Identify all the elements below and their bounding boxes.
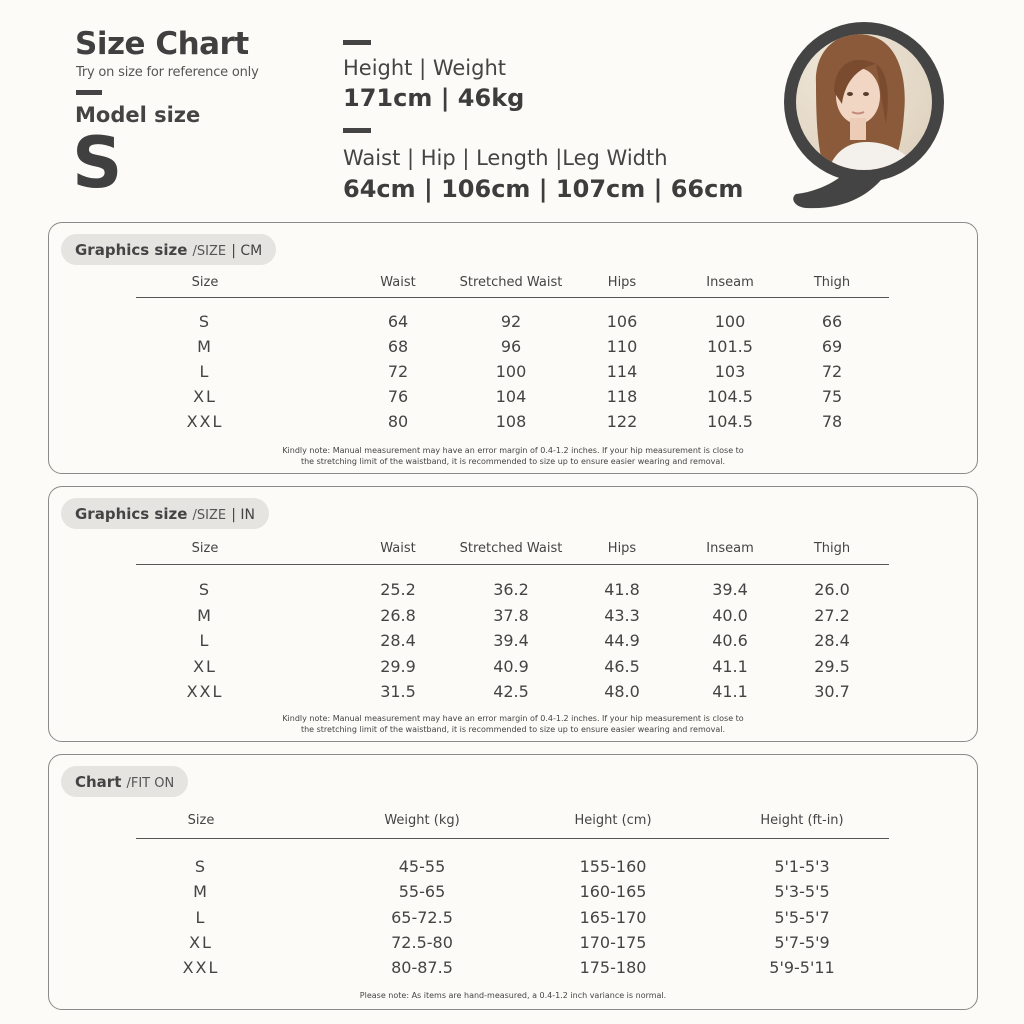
tag-subtitle: /SIZE bbox=[192, 508, 227, 523]
column-header: Height (ft-in) bbox=[760, 813, 844, 828]
size-chart-cm-panel bbox=[48, 222, 978, 474]
table-cell: 5'9-5'11 bbox=[769, 958, 835, 978]
column-header: Hips bbox=[607, 275, 637, 290]
column-header: Inseam bbox=[706, 541, 754, 556]
table-cell: 48.0 bbox=[604, 682, 640, 701]
model-size-label: Model size bbox=[75, 103, 201, 127]
table-cell: 118 bbox=[606, 387, 638, 406]
table-cell: 5'1-5'3 bbox=[774, 857, 830, 876]
table-cell: 160-165 bbox=[579, 882, 647, 902]
fit-table-tag bbox=[61, 766, 188, 797]
table-cell: 39.4 bbox=[712, 580, 748, 599]
table-divider bbox=[136, 564, 889, 565]
column-header: Stretched Waist bbox=[459, 541, 563, 556]
divider-dash bbox=[343, 40, 371, 45]
table-cell: 122 bbox=[606, 412, 638, 431]
measurements-value: 64cm | 106cm | 107cm | 66cm bbox=[343, 175, 744, 203]
row-size-label: M bbox=[193, 882, 209, 902]
in-note-line-2: the stretching limit of the waistband, it is recommended to size up to ensure easier wearing and removal. bbox=[300, 725, 726, 734]
table-cell: 30.7 bbox=[814, 682, 850, 701]
table-cell: 155-160 bbox=[579, 857, 647, 876]
row-size-label: XXL bbox=[186, 412, 224, 431]
in-table-tag bbox=[61, 498, 269, 529]
table-cell: 170-175 bbox=[579, 932, 647, 952]
tag-unit: | CM bbox=[231, 243, 263, 259]
fit-on-chart-panel bbox=[48, 754, 978, 1010]
table-divider bbox=[136, 297, 889, 298]
divider-dash bbox=[76, 90, 102, 95]
column-header: Size bbox=[191, 275, 219, 290]
table-cell: 43.3 bbox=[604, 605, 640, 625]
table-cell: 41.1 bbox=[712, 656, 748, 676]
table-cell: 64 bbox=[387, 312, 409, 331]
column-header: Inseam bbox=[706, 275, 754, 290]
measurements-label: Waist | Hip | Length |Leg Width bbox=[343, 146, 668, 170]
table-cell: 80-87.5 bbox=[391, 958, 453, 978]
row-size-label: S bbox=[194, 857, 208, 876]
table-cell: 104.5 bbox=[707, 412, 753, 431]
row-size-label: XL bbox=[189, 932, 213, 952]
table-cell: 92 bbox=[500, 312, 522, 331]
table-cell: 29.5 bbox=[814, 656, 850, 676]
tag-title: Graphics size bbox=[75, 241, 188, 259]
in-note-line-1: Kindly note: Manual measurement may have an error margin of 0.4-1.2 inches. If your hip measurement is close to bbox=[282, 714, 744, 723]
table-cell: 26.0 bbox=[814, 580, 850, 599]
page-title: Size Chart bbox=[75, 26, 249, 62]
table-cell: 25.2 bbox=[380, 580, 416, 599]
table-cell: 31.5 bbox=[380, 682, 416, 701]
divider-dash bbox=[343, 128, 371, 133]
table-cell: 28.4 bbox=[814, 631, 850, 650]
table-cell: 69 bbox=[821, 337, 843, 356]
table-cell: 5'3-5'5 bbox=[774, 882, 830, 902]
row-size-label: M bbox=[197, 337, 213, 356]
cm-note-line-2: the stretching limit of the waistband, it is recommended to size up to ensure easier wearing and removal. bbox=[300, 457, 726, 466]
row-size-label: XXL bbox=[186, 682, 224, 701]
table-cell: 39.4 bbox=[493, 631, 529, 650]
row-size-label: XL bbox=[193, 656, 217, 676]
height-weight-value: 171cm | 46kg bbox=[343, 84, 525, 112]
table-cell: 29.9 bbox=[380, 656, 416, 676]
table-cell: 55-65 bbox=[398, 882, 446, 902]
column-header: Size bbox=[187, 813, 215, 828]
table-cell: 76 bbox=[387, 387, 409, 406]
table-cell: 165-170 bbox=[579, 907, 647, 927]
table-cell: 5'7-5'9 bbox=[774, 932, 830, 952]
column-header: Weight (kg) bbox=[384, 813, 460, 828]
table-cell: 41.1 bbox=[712, 682, 748, 701]
table-cell: 40.9 bbox=[493, 656, 529, 676]
tag-title: Chart bbox=[75, 773, 122, 791]
table-cell: 96 bbox=[500, 337, 522, 356]
table-cell: 26.8 bbox=[380, 605, 416, 625]
tag-title: Graphics size bbox=[75, 505, 188, 523]
table-cell: 100 bbox=[714, 312, 746, 331]
table-cell: 41.8 bbox=[604, 580, 640, 599]
page-subtitle: Try on size for reference only bbox=[76, 65, 259, 80]
column-header: Thigh bbox=[813, 541, 851, 556]
table-cell: 28.4 bbox=[380, 631, 416, 650]
cm-note-line-1: Kindly note: Manual measurement may have an error margin of 0.4-1.2 inches. If your hip measurement is close to bbox=[282, 446, 744, 455]
tag-subtitle: /FIT ON bbox=[126, 776, 175, 791]
table-cell: 100 bbox=[495, 362, 527, 381]
table-divider bbox=[136, 838, 889, 839]
table-cell: 114 bbox=[606, 362, 638, 381]
table-cell: 40.6 bbox=[712, 631, 748, 650]
table-cell: 110 bbox=[606, 337, 638, 356]
fit-note: Please note: As items are hand-measured, a 0.4-1.2 inch variance is normal. bbox=[359, 991, 667, 1000]
row-size-label: M bbox=[197, 605, 213, 625]
table-cell: 68 bbox=[387, 337, 409, 356]
table-cell: 108 bbox=[495, 412, 527, 431]
column-header: Waist bbox=[380, 541, 416, 556]
row-size-label: XL bbox=[193, 387, 217, 406]
row-size-label: L bbox=[195, 907, 207, 927]
table-cell: 66 bbox=[821, 312, 843, 331]
column-header: Thigh bbox=[813, 275, 851, 290]
table-cell: 65-72.5 bbox=[391, 907, 453, 927]
table-cell: 40.0 bbox=[712, 605, 748, 625]
column-header: Size bbox=[191, 541, 219, 556]
table-cell: 44.9 bbox=[604, 631, 640, 650]
model-size-value: S bbox=[72, 122, 123, 204]
tag-unit: | IN bbox=[231, 507, 255, 523]
table-cell: 46.5 bbox=[604, 656, 640, 676]
table-cell: 72 bbox=[821, 362, 843, 381]
table-cell: 27.2 bbox=[814, 605, 850, 625]
column-header: Height (cm) bbox=[574, 813, 652, 828]
table-cell: 103 bbox=[714, 362, 746, 381]
row-size-label: XXL bbox=[182, 958, 220, 978]
column-header: Waist bbox=[380, 275, 416, 290]
table-cell: 42.5 bbox=[493, 682, 529, 701]
table-cell: 72 bbox=[387, 362, 409, 381]
table-cell: 78 bbox=[821, 412, 843, 431]
model-photo-icon bbox=[776, 14, 954, 214]
size-chart-in-panel bbox=[48, 486, 978, 742]
column-header: Hips bbox=[607, 541, 637, 556]
table-cell: 104 bbox=[495, 387, 527, 406]
tag-subtitle: /SIZE bbox=[192, 244, 227, 259]
table-cell: 104.5 bbox=[707, 387, 753, 406]
row-size-label: L bbox=[199, 631, 211, 650]
table-cell: 37.8 bbox=[493, 605, 529, 625]
table-cell: 45-55 bbox=[398, 857, 446, 876]
row-size-label: S bbox=[198, 580, 212, 599]
cm-table-tag bbox=[61, 234, 276, 265]
table-cell: 101.5 bbox=[707, 337, 753, 356]
table-cell: 106 bbox=[606, 312, 638, 331]
table-cell: 75 bbox=[821, 387, 843, 406]
row-size-label: S bbox=[198, 312, 212, 331]
table-cell: 80 bbox=[387, 412, 409, 431]
table-cell: 36.2 bbox=[493, 580, 529, 599]
table-cell: 72.5-80 bbox=[391, 932, 453, 952]
row-size-label: L bbox=[199, 362, 211, 381]
height-weight-label: Height | Weight bbox=[343, 56, 507, 80]
column-header: Stretched Waist bbox=[459, 275, 563, 290]
table-cell: 175-180 bbox=[579, 958, 647, 978]
table-cell: 5'5-5'7 bbox=[774, 907, 830, 927]
